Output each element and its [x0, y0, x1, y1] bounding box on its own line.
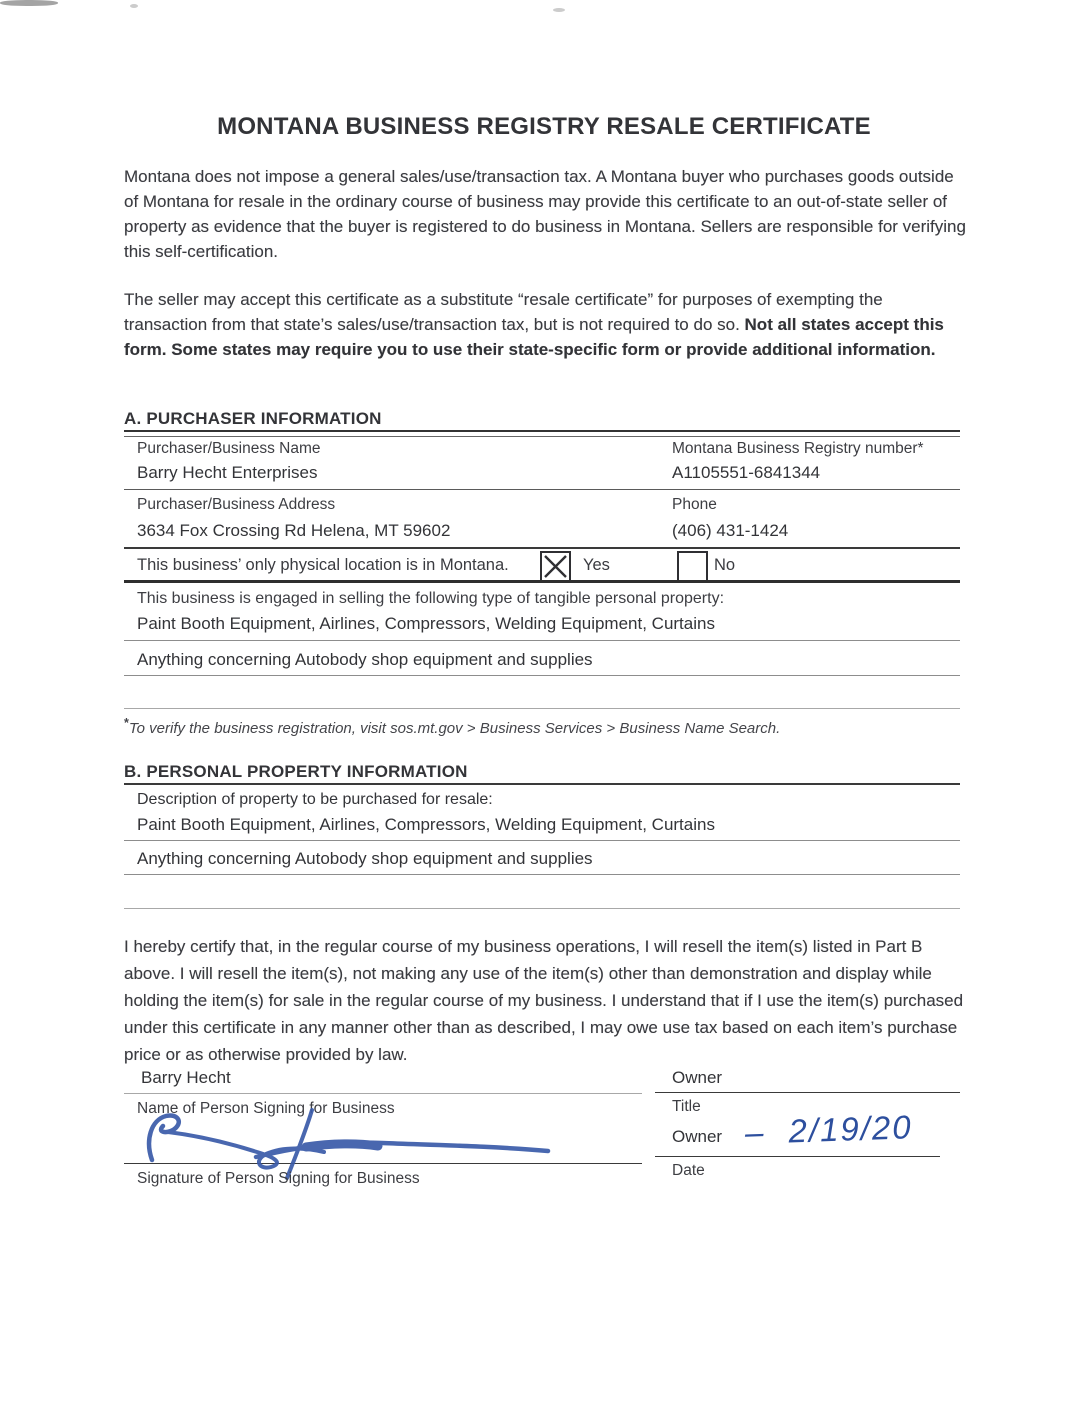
registry-footnote	[124, 716, 780, 737]
page-title: MONTANA BUSINESS REGISTRY RESALE CERTIFICATE	[217, 113, 871, 140]
registry-number-label: Montana Business Registry number*	[672, 440, 924, 457]
no-checkbox	[677, 551, 708, 582]
intro-paragraph-1: Montana does not impose a general sales/use/transaction tax. A Montana buyer who purchases goods outside of Montana for resale in the ordinary course of business may provide this certificate to an out-of-state seller of property as evidence that the buyer is registered to do business in Montana. Sellers are responsible for verifying this self-certification.	[124, 167, 966, 261]
write-line	[124, 908, 960, 909]
row-divider	[124, 489, 960, 490]
write-line	[124, 708, 960, 709]
section-a-heading: A. PURCHASER INFORMATION	[124, 409, 382, 428]
section-divider	[124, 580, 960, 583]
purchaser-address-label: Purchaser/Business Address	[137, 496, 336, 513]
yes-checkbox	[540, 551, 571, 582]
property-description-line1: Paint Booth Equipment, Airlines, Compressors, Welding Equipment, Curtains	[137, 815, 715, 834]
scan-smudge	[0, 0, 58, 6]
signer-name-label: Name of Person Signing for Business	[137, 1100, 395, 1117]
signer-name-value: Barry Hecht	[141, 1068, 231, 1087]
section-b-head-rule	[124, 783, 960, 785]
scan-speck	[553, 8, 565, 12]
row-divider	[124, 547, 960, 549]
phone-label: Phone	[672, 496, 717, 513]
intro-paragraph-2-normal: The seller may accept this certificate as a substitute “resale certificate” for purposes of exempting the transaction from that state’s sales/use/transaction tax, but is not required to do so.	[124, 290, 883, 334]
footnote-asterisk: *	[124, 716, 129, 730]
property-description-line2: Anything concerning Autobody shop equipment and supplies	[137, 849, 593, 868]
footnote-text: To verify the business registration, visit sos.mt.gov > Business Services > Business Name Search.	[128, 720, 781, 737]
property-description-label: Description of property to be purchased for resale:	[137, 791, 493, 808]
selling-property-line2: Anything concerning Autobody shop equipment and supplies	[137, 650, 593, 669]
intro-paragraph-2-bold: Not all states accept this form. Some states may require you to use their state-specific form or provide additional information.	[124, 315, 944, 359]
selling-property-line1: Paint Booth Equipment, Airlines, Compressors, Welding Equipment, Curtains	[137, 614, 715, 633]
yes-checkbox-label: Yes	[583, 556, 610, 574]
purchaser-name-label: Purchaser/Business Name	[137, 440, 321, 457]
signer-name-line	[124, 1093, 642, 1094]
date-row-owner-text: Owner	[672, 1127, 723, 1146]
date-label: Date	[672, 1162, 705, 1179]
write-line	[124, 640, 960, 641]
location-question: This business’ only physical location is in Montana.	[137, 556, 509, 574]
title-label: Title	[672, 1098, 701, 1115]
registry-number-value: A1105551-6841344	[672, 463, 821, 482]
title-value: Owner	[672, 1068, 723, 1087]
intro-paragraph-2	[124, 287, 970, 362]
write-line	[124, 874, 960, 875]
certification-statement: I hereby certify that, in the regular course of my business operations, I will resell the item(s) listed in Part B above. I will resell the item(s), not making any use of the item(s) other than demonstration and display while holding the item(s) for sale in the regular course of my business. I understand that if I use the item(s) purchased under this certificate in any manner other than as described, I may owe use tax based on each item’s purchase price or as otherwise provided by law.	[124, 937, 964, 1064]
write-line	[124, 840, 960, 841]
write-line	[124, 675, 960, 676]
signature-label: Signature of Person Signing for Business	[137, 1170, 420, 1187]
title-line	[655, 1092, 960, 1093]
checkbox-x-mark	[542, 553, 569, 580]
handwritten-date: – 2/19/20	[744, 1108, 914, 1151]
purchaser-name-value: Barry Hecht Enterprises	[137, 463, 318, 482]
purchaser-address-value: 3634 Fox Crossing Rd Helena, MT 59602	[137, 521, 451, 540]
date-line	[655, 1156, 940, 1157]
no-checkbox-label: No	[714, 556, 736, 574]
scan-speck	[130, 4, 138, 8]
selling-property-label: This business is engaged in selling the following type of tangible personal property:	[137, 590, 725, 607]
phone-value: (406) 431-1424	[672, 521, 789, 540]
section-a-head-rule	[124, 430, 960, 437]
section-b-heading: B. PERSONAL PROPERTY INFORMATION	[124, 762, 468, 781]
